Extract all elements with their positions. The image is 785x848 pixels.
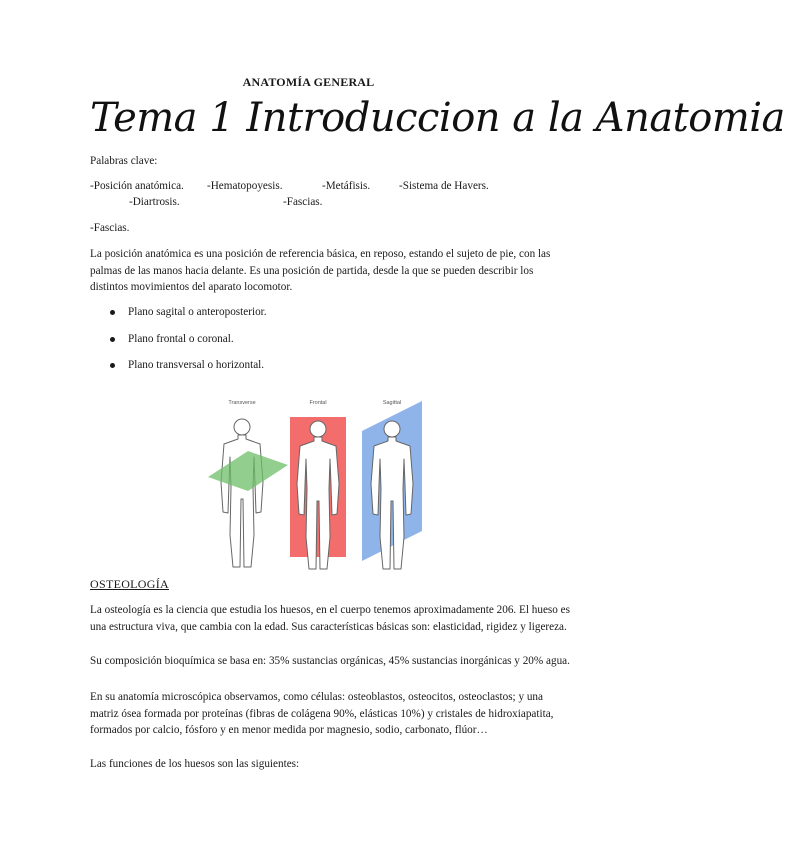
osteology-paragraph: En su anatomía microscópica observamos, como células: osteoblastos, osteocitos, osteoclastos; y una matriz ósea formada por proteínas (fibras de colágena 90%, elásticas 10%) y cristales de hidroxiapatita, formados por calcio, fósforo y en menor medida por magnesio, sodio, carbonato, flúor…	[90, 691, 554, 736]
intro-paragraph: La posición anatómica es una posición de referencia básica, en reposo, estando el sujeto de pie, con las palmas de las manos hacia delante. Es una posición de partida, desde la que se pueden describir los distintos movimientos del aparato locomotor.	[90, 248, 551, 293]
figure-label-transverse: Transverse	[228, 400, 256, 406]
figure-label-frontal: Frontal	[309, 400, 327, 406]
subject-header: ANATOMÍA GENERAL	[242, 75, 375, 89]
keyword: -Diartrosis.	[129, 196, 180, 208]
figure-label-sagittal: Sagittal	[382, 400, 402, 406]
transverse-plane	[208, 451, 288, 491]
osteology-paragraph: Las funciones de los huesos son las siguientes:	[90, 758, 300, 770]
anatomical-planes-figure	[200, 393, 430, 563]
plane-label: Plano sagital o anteroposterior.	[128, 306, 267, 318]
osteology-paragraph: La osteología es la ciencia que estudia los huesos, en el cuerpo tenemos aproximadamente 206. El hueso es una estructura viva, que cambia con la edad. Sus características básicas son: elasticidad, rigidez y ligereza.	[90, 604, 570, 633]
bullet-icon	[110, 337, 115, 342]
list-item	[90, 304, 570, 331]
keyword: -Hematopoyesis.	[207, 180, 283, 192]
planes-list	[90, 304, 570, 384]
keyword: -Metáfisis.	[322, 180, 371, 192]
keywords-label: Palabras clave:	[90, 155, 158, 167]
keyword: -Posición anatómica.	[90, 180, 184, 192]
section-title: OSTEOLOGÍA	[90, 577, 169, 591]
keyword: -Sistema de Havers.	[399, 180, 489, 192]
bullet-icon	[110, 363, 115, 368]
topic-title: Tema 1 Introduccion a la Anatomia	[90, 95, 785, 141]
keyword: -Fascias.	[283, 196, 323, 208]
keyword: -Fascias.	[90, 222, 130, 234]
list-item	[90, 357, 570, 384]
list-item	[90, 331, 570, 358]
bullet-icon	[110, 310, 115, 315]
plane-label: Plano frontal o coronal.	[128, 332, 234, 345]
osteology-paragraph: Su composición bioquímica se basa en: 35% sustancias orgánicas, 45% sustancias inorgánicas y 20% agua.	[90, 655, 570, 667]
transverse-body	[221, 419, 263, 567]
plane-label: Plano transversal o horizontal.	[128, 359, 265, 371]
